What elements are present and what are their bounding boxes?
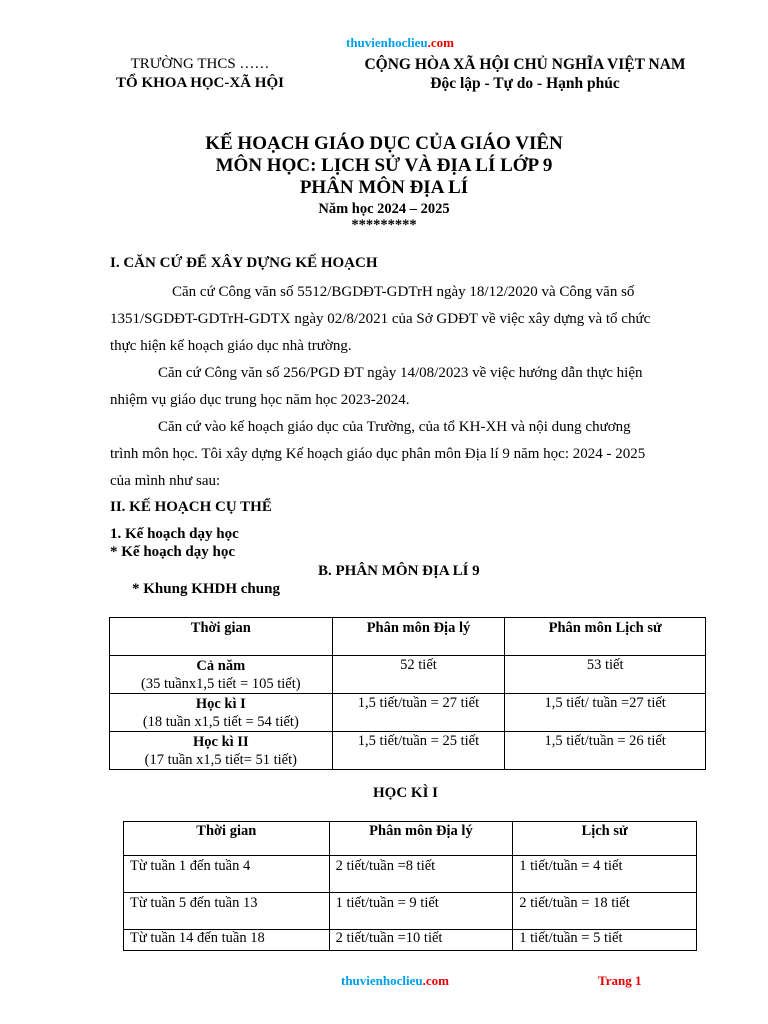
col-header-time: Thời gian	[124, 822, 330, 856]
semester-1-title: HỌC KÌ I	[373, 785, 439, 801]
geography-cell: 1,5 tiết/tuần = 27 tiết	[332, 694, 505, 732]
period-name: Cả năm	[196, 658, 246, 674]
col-header-geography: Phân môn Địa lý	[329, 822, 513, 856]
site-watermark-bottom	[341, 973, 449, 989]
department-name: TỔ KHOA HỌC-XÃ HỘI	[116, 75, 284, 91]
geography-cell: 52 tiết	[332, 656, 505, 694]
table-row	[124, 856, 697, 893]
history-cell: 1,5 tiết/ tuần =27 tiết	[505, 694, 706, 732]
separator-stars: *********	[351, 217, 417, 233]
col-header-time: Thời gian	[110, 618, 333, 656]
section-1-paragraph-1	[110, 279, 708, 360]
col-header-geography: Phân môn Địa lý	[332, 618, 505, 656]
col-header-history: Phân môn Lịch sử	[505, 618, 706, 656]
table-row	[110, 656, 706, 694]
subheading-teaching-plan: 1. Kế hoạch dạy học	[110, 526, 239, 542]
site-watermark-top	[346, 35, 454, 51]
doc-title	[0, 133, 768, 199]
title-line-1: KẾ HOẠCH GIÁO DỤC CỦA GIÁO VIÊN	[205, 133, 563, 154]
p2-line-1: Căn cứ Công văn số 256/PGD ĐT ngày 14/08/2023 về việc hướng dẫn thực hiện	[158, 365, 643, 381]
table-header-row	[124, 822, 697, 856]
title-line-2: MÔN HỌC: LỊCH SỬ VÀ ĐỊA LÍ LỚP 9	[215, 155, 553, 176]
general-frame-table	[109, 617, 706, 770]
geography-section-title: B. PHÂN MÔN ĐỊA LÍ 9	[318, 563, 480, 579]
semester-1-table	[123, 821, 697, 951]
period-detail: (35 tuầnx1,5 tiết = 105 tiết)	[141, 676, 301, 692]
history-cell: 1 tiết/tuần = 5 tiết	[513, 930, 697, 951]
frame-label: * Khung KHDH chung	[132, 581, 280, 597]
title-line-3: PHÂN MÔN ĐỊA LÍ	[299, 177, 469, 198]
period-detail: (18 tuần x1,5 tiết = 54 tiết)	[142, 714, 299, 730]
p3-line-3: của mình như sau:	[110, 473, 221, 489]
p1-line-3: thực hiện kế hoạch giáo dục nhà trường.	[110, 338, 352, 354]
geography-cell: 2 tiết/tuần =10 tiết	[329, 930, 513, 951]
history-cell: 1,5 tiết/tuần = 26 tiết	[505, 732, 706, 770]
section-1-paragraph-3	[110, 414, 708, 495]
time-cell: Từ tuần 1 đến tuần 4	[124, 856, 330, 893]
site-name: thuvienhoclieu	[341, 973, 423, 988]
table-row	[124, 930, 697, 951]
table-row	[124, 893, 697, 930]
period-name: Học kì I	[195, 696, 246, 712]
p1-line-2: 1351/SGDĐT-GDTrH-GDTX ngày 02/8/2021 của Sở GDĐT về việc xây dựng và tổ chức	[110, 311, 651, 327]
history-cell: 53 tiết	[505, 656, 706, 694]
page-number: Trang 1	[598, 973, 642, 988]
national-motto: Độc lập - Tự do - Hạnh phúc	[430, 75, 620, 92]
time-cell	[110, 656, 333, 694]
period-detail: (17 tuần x1,5 tiết= 51 tiết)	[144, 752, 297, 768]
col-header-history: Lịch sử	[513, 822, 697, 856]
section-1-heading: I. CĂN CỨ ĐỂ XÂY DỰNG KẾ HOẠCH	[110, 255, 378, 271]
geography-cell: 1,5 tiết/tuần = 25 tiết	[332, 732, 505, 770]
history-cell: 2 tiết/tuần = 18 tiết	[513, 893, 697, 930]
p2-line-2: nhiệm vụ giáo dục trung học năm học 2023-2024.	[110, 392, 410, 408]
site-domain: .com	[427, 35, 454, 50]
subheading-teaching-plan-star: * Kế hoạch dạy học	[110, 544, 236, 560]
period-name: Học kì II	[193, 734, 249, 750]
time-cell	[110, 694, 333, 732]
republic-name: CỘNG HÒA XÃ HỘI CHỦ NGHĨA VIỆT NAM	[364, 56, 686, 73]
p1-line-1: Căn cứ Công văn số 5512/BGDĐT-GDTrH ngày 18/12/2020 và Công văn số	[172, 284, 635, 300]
time-cell	[110, 732, 333, 770]
time-cell: Từ tuần 5 đến tuần 13	[124, 893, 330, 930]
section-2-heading: II. KẾ HOẠCH CỤ THỂ	[110, 499, 272, 515]
time-cell: Từ tuần 14 đến tuần 18	[124, 930, 330, 951]
table-header-row	[110, 618, 706, 656]
section-1-paragraph-2	[110, 360, 708, 414]
site-domain: .com	[422, 973, 449, 988]
p3-line-1: Căn cứ vào kế hoạch giáo dục của Trường, của tổ KH-XH và nội dung chương	[158, 419, 631, 435]
school-year: Năm học 2024 – 2025	[318, 201, 450, 217]
history-cell: 1 tiết/tuần = 4 tiết	[513, 856, 697, 893]
school-name: TRƯỜNG THCS ……	[130, 56, 270, 72]
geography-cell: 1 tiết/tuần = 9 tiết	[329, 893, 513, 930]
school-header	[100, 55, 300, 93]
geography-cell: 2 tiết/tuần =8 tiết	[329, 856, 513, 893]
table-row	[110, 694, 706, 732]
p3-line-2: trình môn học. Tôi xây dựng Kế hoạch giáo dục phân môn Địa lí 9 năm học: 2024 - 2025	[110, 446, 646, 462]
school-year-block	[0, 201, 768, 233]
site-name: thuvienhoclieu	[346, 35, 428, 50]
national-header	[330, 55, 720, 93]
table-row	[110, 732, 706, 770]
